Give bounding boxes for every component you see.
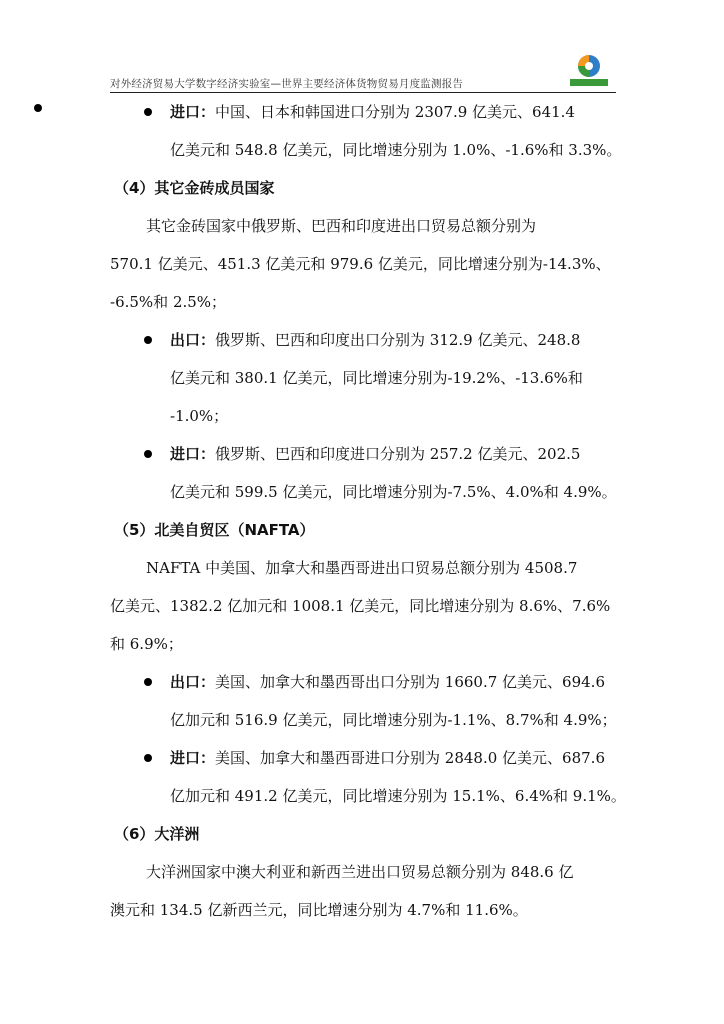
section-heading-oceania: （6）大洋洲 <box>114 825 200 843</box>
bullet-icon <box>144 336 152 344</box>
bullet-icon <box>144 108 152 116</box>
paragraph-nafta-2: 亿美元、1382.2 亿加元和 1008.1 亿美元，同比增速分别为 8.6%、7.6% <box>110 597 611 615</box>
paragraph-nafta-3: 和 6.9%； <box>110 635 183 653</box>
lab-logo <box>566 52 612 90</box>
globe-logo-icon <box>566 52 612 90</box>
header-divider <box>110 92 616 93</box>
header-title: 对外经济贸易大学数字经济实验室—世界主要经济体货物贸易月度监测报告 <box>110 78 464 90</box>
paragraph-brics-3: -6.5%和 2.5%； <box>110 293 227 311</box>
brics-export-line-1: 出口：俄罗斯、巴西和印度出口分别为 312.9 亿美元、248.8 <box>170 331 581 349</box>
page-header <box>110 52 616 93</box>
bullet-icon <box>144 450 152 458</box>
paragraph-oceania-1: 大洋洲国家中澳大利亚和新西兰进出口贸易总额分别为 848.6 亿 <box>146 863 574 881</box>
brics-export-line-3: -1.0%； <box>170 407 229 425</box>
import-label: 进口： <box>170 103 216 121</box>
bullet-icon <box>144 678 152 686</box>
import-line-1: 进口：中国、日本和韩国进口分别为 2307.9 亿美元、641.4 <box>170 103 575 121</box>
import-line-2: 亿美元和 548.8 亿美元，同比增速分别为 1.0%、-1.6%和 3.3%。 <box>170 141 622 159</box>
bullet-icon <box>144 754 152 762</box>
nafta-import-line-1: 进口：美国、加拿大和墨西哥进口分别为 2848.0 亿美元、687.6 <box>170 749 605 767</box>
nafta-export-line-2: 亿加元和 516.9 亿美元，同比增速分别为-1.1%、8.7%和 4.9%； <box>170 711 617 729</box>
nafta-import-line-2: 亿加元和 491.2 亿美元，同比增速分别为 15.1%、6.4%和 9.1%。 <box>170 787 626 805</box>
section-heading-nafta: （5）北美自贸区（NAFTA） <box>114 521 315 539</box>
paragraph-nafta-1: NAFTA 中美国、加拿大和墨西哥进出口贸易总额分别为 4508.7 <box>146 559 578 577</box>
brics-import-line-2: 亿美元和 599.5 亿美元，同比增速分别为-7.5%、4.0%和 4.9%。 <box>170 483 617 501</box>
paragraph-oceania-2: 澳元和 134.5 亿新西兰元，同比增速分别为 4.7%和 11.6%。 <box>110 901 528 919</box>
nafta-export-line-1: 出口：美国、加拿大和墨西哥出口分别为 1660.7 亿美元、694.6 <box>170 673 605 691</box>
brics-import-line-1: 进口：俄罗斯、巴西和印度进口分别为 257.2 亿美元、202.5 <box>170 445 581 463</box>
brics-export-line-2: 亿美元和 380.1 亿美元，同比增速分别为-19.2%、-13.6%和 <box>170 369 583 387</box>
paragraph-brics-1: 其它金砖国家中俄罗斯、巴西和印度进出口贸易总额分别为 <box>146 217 537 235</box>
paragraph-brics-2: 570.1 亿美元、451.3 亿美元和 979.6 亿美元，同比增速分别为-14.3%、 <box>110 255 611 273</box>
bullet-icon <box>34 104 42 112</box>
section-heading-brics: （4）其它金砖成员国家 <box>114 179 275 197</box>
